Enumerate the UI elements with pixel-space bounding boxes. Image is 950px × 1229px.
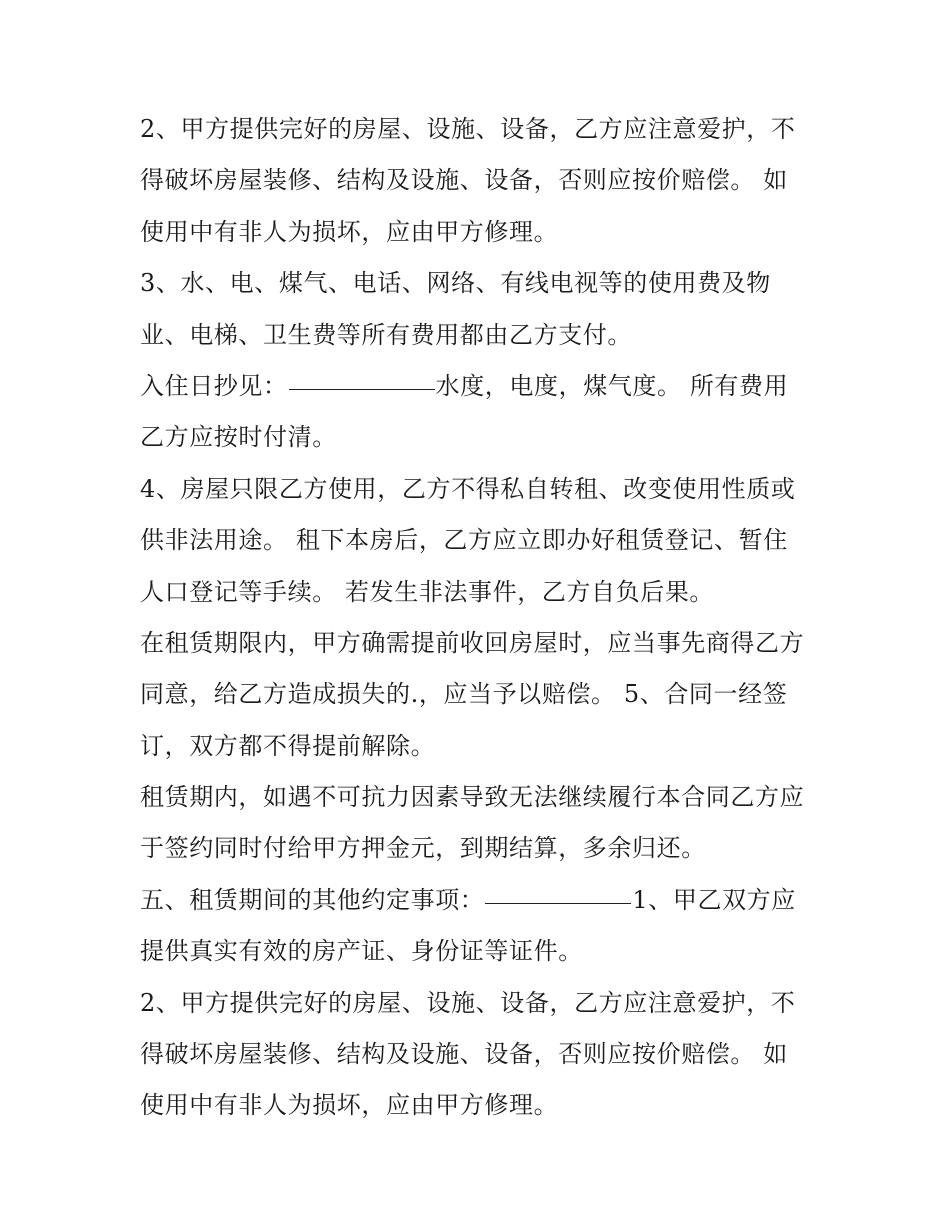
text-line: 供非法用途。 租下本房后，乙方应立即办好租赁登记、暂住 bbox=[140, 526, 788, 555]
text-line: 乙方应按时付清。 bbox=[140, 423, 337, 452]
text-line: 3、水、电、煤气、电话、网络、有线电视等的使用费及物 bbox=[140, 269, 771, 298]
text-line: 使用中有非人为损坏，应由甲方修理。 bbox=[140, 1091, 559, 1120]
text-line: 2、甲方提供完好的房屋、设施、设备，乙方应注意爱护，不 bbox=[140, 988, 796, 1017]
text-line: 业、电梯、卫生费等所有费用都由乙方支付。 bbox=[140, 320, 632, 349]
fill-in-blank bbox=[289, 388, 435, 390]
fill-in-blank bbox=[485, 902, 631, 904]
document-body bbox=[140, 104, 820, 1132]
text-line: 得破坏房屋装修、结构及设施、设备，否则应按价赔偿。 如 bbox=[140, 166, 788, 195]
text-line: 提供真实有效的房产证、身份证等证件。 bbox=[140, 937, 583, 966]
text-line: 于签约同时付给甲方押金元，到期结算，多余归还。 bbox=[140, 834, 706, 863]
text-line: 4、房屋只限乙方使用，乙方不得私自转租、改变使用性质或 bbox=[140, 474, 796, 503]
line-text-after-blank: 水度，电度，煤气度。 所有费用 bbox=[435, 371, 789, 400]
line-text-before-blank: 入住日抄见： bbox=[140, 371, 288, 400]
text-line: 人口登记等手续。 若发生非法事件，乙方自负后果。 bbox=[140, 577, 715, 606]
text-line: 订，双方都不得提前解除。 bbox=[140, 731, 436, 760]
line-text-before-blank: 五、租赁期间的其他约定事项： bbox=[140, 885, 485, 914]
text-line-with-blank bbox=[140, 875, 820, 926]
text-line: 得破坏房屋装修、结构及设施、设备，否则应按价赔偿。 如 bbox=[140, 1040, 788, 1069]
text-line: 2、甲方提供完好的房屋、设施、设备，乙方应注意爱护，不 bbox=[140, 115, 796, 143]
line-text-after-blank: 1、甲乙双方应 bbox=[632, 885, 796, 914]
text-line-with-blank bbox=[140, 361, 820, 412]
text-line: 同意，给乙方造成损失的.，应当予以赔偿。 5、合同一经签 bbox=[140, 680, 788, 709]
text-line: 使用中有非人为损坏，应由甲方修理。 bbox=[140, 217, 559, 246]
text-line: 在租赁期限内，甲方确需提前收回房屋时，应当事先商得乙方 bbox=[140, 628, 805, 657]
text-line: 租赁期内，如遇不可抗力因素导致无法继续履行本合同乙方应 bbox=[140, 783, 805, 812]
